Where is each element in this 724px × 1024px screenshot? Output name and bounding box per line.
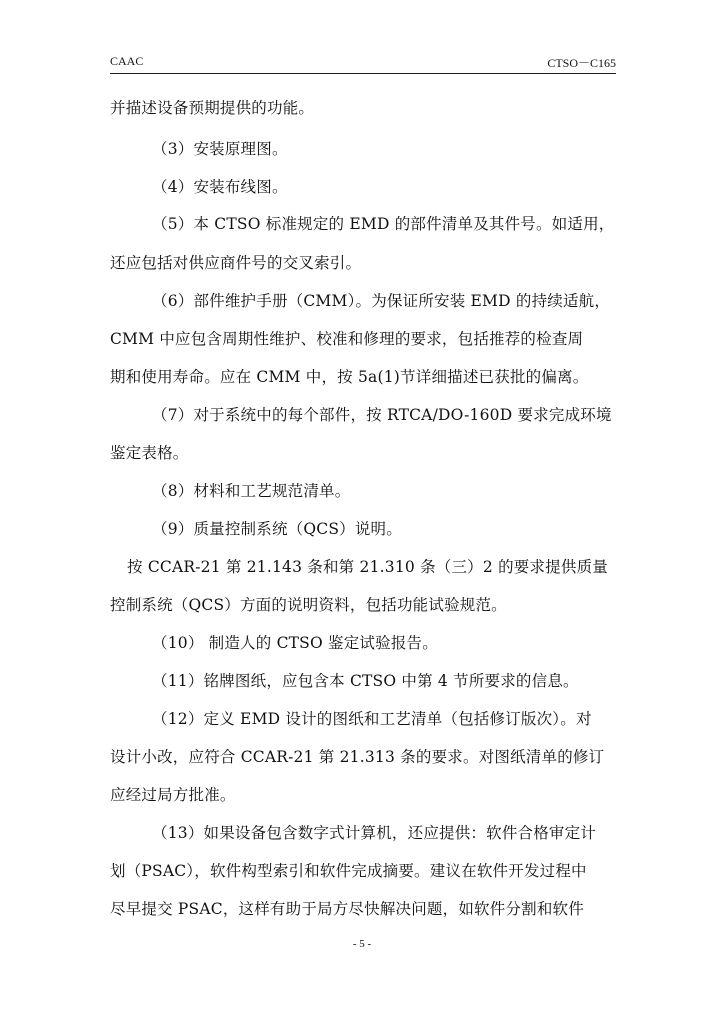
text-line: 并描述设备预期提供的功能。 — [110, 99, 315, 117]
text-line: 还应包括对供应商件号的交叉索引。 — [110, 254, 362, 272]
text-line: （6）部件维护手册（CMM）。为保证所安装 EMD 的持续适航， — [152, 292, 611, 310]
text-line: （3）安装原理图。 — [152, 140, 288, 158]
text-line: （7）对于系统中的每个部件，按 RTCA/DO-160D 要求完成环境 — [152, 406, 612, 424]
page-number: - 5 - — [352, 938, 372, 950]
header-doc-id: CTSO－C165 — [547, 56, 616, 70]
text-line: （12）定义 EMD 设计的图纸和工艺清单（包括修订版次）。对 — [152, 710, 592, 728]
text-line: （9）质量控制系统（QCS）说明。 — [152, 520, 402, 538]
header-org: CAAC — [110, 54, 144, 68]
text-line: （5）本 CTSO 标准规定的 EMD 的部件清单及其件号。如适用， — [152, 215, 615, 233]
text-line: 控制系统（QCS）方面的说明资料，包括功能试验规范。 — [110, 596, 507, 614]
text-line: （8）材料和工艺规范清单。 — [152, 482, 351, 500]
text-line: 鉴定表格。 — [110, 444, 189, 462]
text-line: CMM 中应包含周期性维护、校准和修理的要求，包括推荐的检查周 — [110, 330, 584, 348]
text-line: 设计小改，应符合 CCAR-21 第 21.313 条的要求。对图纸清单的修订 — [110, 748, 605, 766]
text-line: （11）铭牌图纸，应包含本 CTSO 中第 4 节所要求的信息。 — [152, 672, 579, 690]
page-header — [110, 53, 616, 74]
text-line: 划（PSAC），软件构型索引和软件完成摘要。建议在软件开发过程中 — [110, 862, 587, 880]
text-line: 按 CCAR-21 第 21.143 条和第 21.310 条（三）2 的要求提供质量 — [127, 558, 608, 576]
text-line: （10） 制造人的 CTSO 鉴定试验报告。 — [152, 634, 438, 652]
text-line: （13）如果设备包含数字式计算机，还应提供：软件合格审定计 — [152, 824, 597, 842]
text-line: 尽早提交 PSAC，这样有助于局方尽快解决问题，如软件分割和软件 — [110, 900, 584, 918]
text-line: 应经过局方批准。 — [110, 786, 236, 804]
text-line: 期和使用寿命。应在 CMM 中，按 5a(1)节详细描述已获批的偏离。 — [110, 368, 589, 386]
text-line: （4）安装布线图。 — [152, 178, 288, 196]
